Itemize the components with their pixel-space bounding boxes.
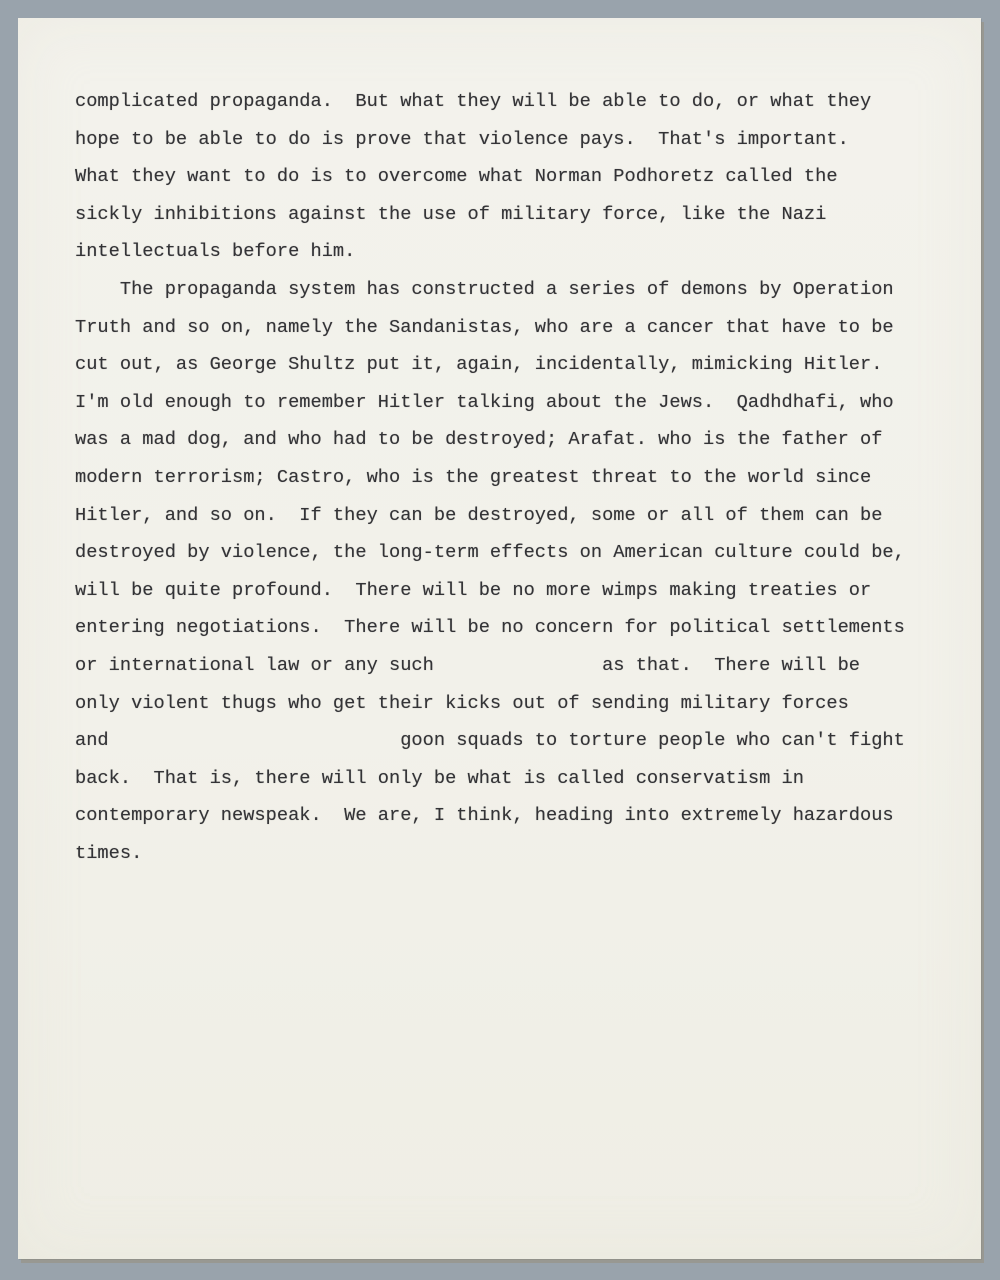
text-line: intellectuals before him. — [75, 240, 356, 263]
text-line: times. — [75, 841, 143, 864]
text-line: cut out, as George Shultz put it, again, incidentally, mimicking Hitler. — [75, 353, 883, 376]
text-line: and goon squads to torture people who can't fight — [75, 729, 905, 752]
text-line: destroyed by violence, the long-term effects on American culture could be, — [75, 541, 905, 564]
text-line: entering negotiations. There will be no concern for political settlements — [75, 616, 905, 639]
text-line: only violent thugs who get their kicks out of sending military forces — [75, 691, 849, 714]
text-line: Truth and so on, namely the Sandanistas, who are a cancer that have to be — [75, 315, 894, 338]
text-line: will be quite profound. There will be no more wimps making treaties or — [75, 578, 872, 601]
text-line: back. That is, there will only be what is called conservatism in — [75, 766, 804, 789]
text-line: What they want to do is to overcome what Norman Podhoretz called the — [75, 165, 838, 188]
text-line: hope to be able to do is prove that violence pays. That's important. — [75, 127, 849, 150]
text-line: or international law or any such as that. There will be — [75, 653, 861, 676]
text-line: I'm old enough to remember Hitler talking about the Jews. Qadhdhafi, who — [75, 390, 894, 413]
text-line: contemporary newspeak. We are, I think, heading into extremely hazardous — [75, 804, 894, 827]
text-line: sickly inhibitions against the use of military force, like the Nazi — [75, 202, 827, 225]
text-line: Hitler, and so on. If they can be destroyed, some or all of them can be — [75, 503, 883, 526]
document-page — [18, 18, 981, 1259]
text-line: modern terrorism; Castro, who is the greatest threat to the world since — [75, 465, 872, 488]
typewritten-text — [75, 83, 935, 872]
text-line: The propaganda system has constructed a series of demons by Operation — [75, 277, 894, 300]
text-line: was a mad dog, and who had to be destroyed; Arafat. who is the father of — [75, 428, 883, 451]
text-line: complicated propaganda. But what they will be able to do, or what they — [75, 90, 872, 112]
